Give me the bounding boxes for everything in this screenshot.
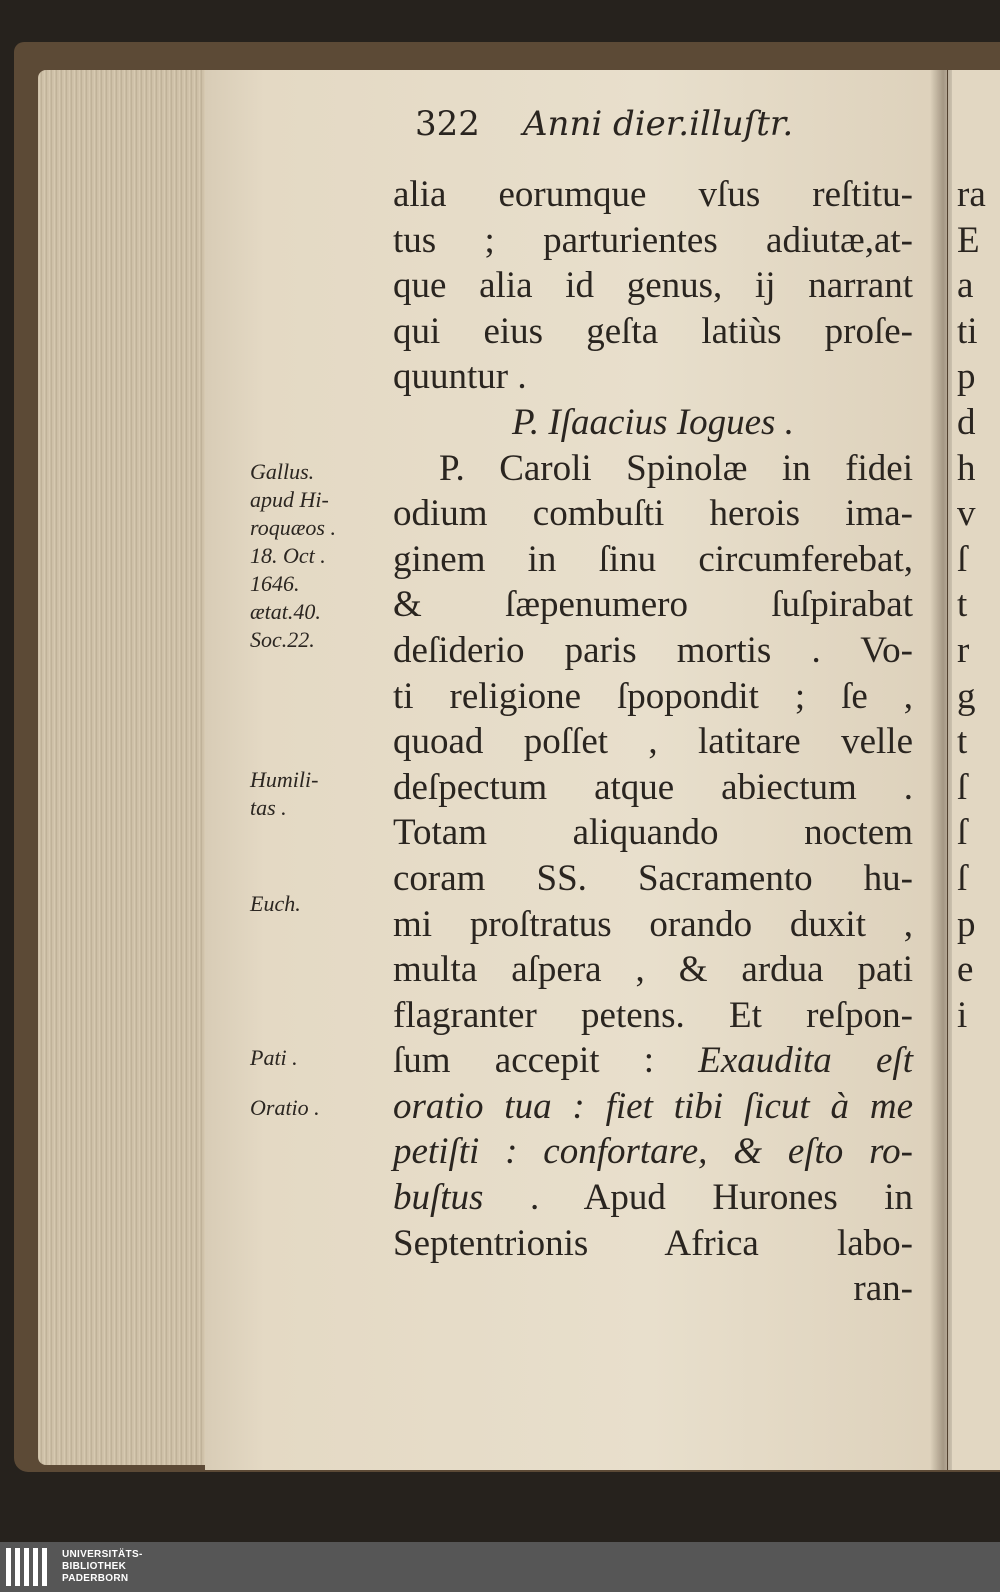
page-number: 322 (415, 104, 480, 144)
text-line (393, 1175, 913, 1221)
margin-note: roquæos . (250, 515, 336, 540)
facing-page-text (957, 172, 997, 1038)
text-segment: ſum accepit : (393, 1040, 699, 1082)
facing-letter: ſ (957, 812, 968, 854)
catchword: ran- (853, 1268, 913, 1310)
text-line: tus ; parturientes adiutæ,at- (393, 219, 913, 261)
text-line: & ſæpenumero ſuſpirabat (393, 584, 913, 626)
text-line: P. Caroli Spinolæ in fidei (439, 447, 913, 489)
facing-letter: E (957, 219, 980, 261)
page-header (415, 104, 835, 152)
facing-letter: ra (957, 174, 986, 215)
library-name-line: PADERBORN (62, 1573, 129, 1584)
text-line: Totam aliquando noctem (393, 812, 913, 854)
facing-letter: a (957, 265, 974, 307)
text-line: mi proſtratus orando duxit , (393, 903, 913, 945)
page-edges (38, 70, 210, 1465)
text-line: quuntur . (393, 356, 527, 398)
facing-letter: p (957, 903, 976, 945)
text-line: coram SS. Sacramento hu- (393, 857, 913, 899)
gutter-shadow (930, 70, 952, 1470)
facing-letter: ſ (957, 538, 968, 580)
facing-letter: e (957, 949, 974, 991)
margin-note: apud Hi- (250, 487, 329, 512)
text-line: ginem in ſinu circumferebat, (393, 538, 913, 580)
facing-letter: i (957, 994, 968, 1036)
section-heading: P. Iſaacius Iogues . (512, 401, 794, 443)
library-footer (0, 1542, 1000, 1592)
facing-letter: t (957, 584, 968, 626)
facing-letter: p (957, 356, 976, 398)
facing-letter: v (957, 493, 976, 535)
library-logo-icon (6, 1548, 52, 1586)
text-line (393, 1038, 913, 1084)
library-name-line: BIBLIOTHEK (62, 1561, 127, 1572)
facing-letter: h (957, 447, 976, 489)
quote-segment: buſtus (393, 1177, 484, 1219)
library-name (62, 1549, 143, 1585)
facing-letter: t (957, 721, 968, 763)
margin-note: Soc.22. (250, 627, 315, 652)
text-line: Septentrionis Africa labo- (393, 1222, 913, 1264)
library-name-line: UNIVERSITÄTS- (62, 1549, 143, 1560)
body-text (393, 172, 913, 1312)
margin-note: Pati . (250, 1045, 298, 1070)
margin-note: tas . (250, 795, 287, 820)
margin-note: 18. Oct . (250, 543, 326, 568)
margin-note: 1646. (250, 571, 300, 596)
text-line: flagranter petens. Et reſpon- (393, 994, 913, 1036)
quote-line: oratio tua : fiet tibi ſicut à me (393, 1085, 913, 1127)
quote-line: petiſti : confortare, & eſto ro- (393, 1131, 913, 1173)
facing-letter: ſ (957, 857, 968, 899)
facing-letter: ti (957, 310, 978, 352)
text-line: odium combuſti herois ima- (393, 493, 913, 535)
facing-letter: r (957, 629, 970, 671)
quote-segment: Exaudita eſt (698, 1040, 913, 1082)
text-line: multa aſpera , & ardua pati (393, 949, 913, 991)
facing-letter: ſ (957, 766, 968, 808)
margin-note: Gallus. (250, 459, 315, 484)
text-line: deſpectum atque abiectum . (393, 766, 913, 808)
text-line: qui eius geſta latiùs proſe- (393, 310, 913, 352)
margin-note: Oratio . (250, 1095, 320, 1120)
facing-letter: d (957, 401, 976, 443)
margin-note: Euch. (250, 891, 301, 916)
margin-note: Humili- (250, 767, 319, 792)
running-title: Anni dier.illuſtr. (523, 104, 794, 144)
text-line: ti religione ſpopondit ; ſe , (393, 675, 913, 717)
text-segment: . Apud Hurones in (483, 1177, 913, 1219)
text-line: deſiderio paris mortis . Vo- (393, 629, 913, 671)
facing-letter: g (957, 675, 976, 717)
text-line: alia eorumque vſus reſtitu- (393, 174, 913, 215)
text-line: que alia id genus, ij narrant (393, 265, 913, 307)
text-line: quoad poſſet , latitare velle (393, 721, 913, 763)
margin-note: ætat.40. (250, 599, 321, 624)
